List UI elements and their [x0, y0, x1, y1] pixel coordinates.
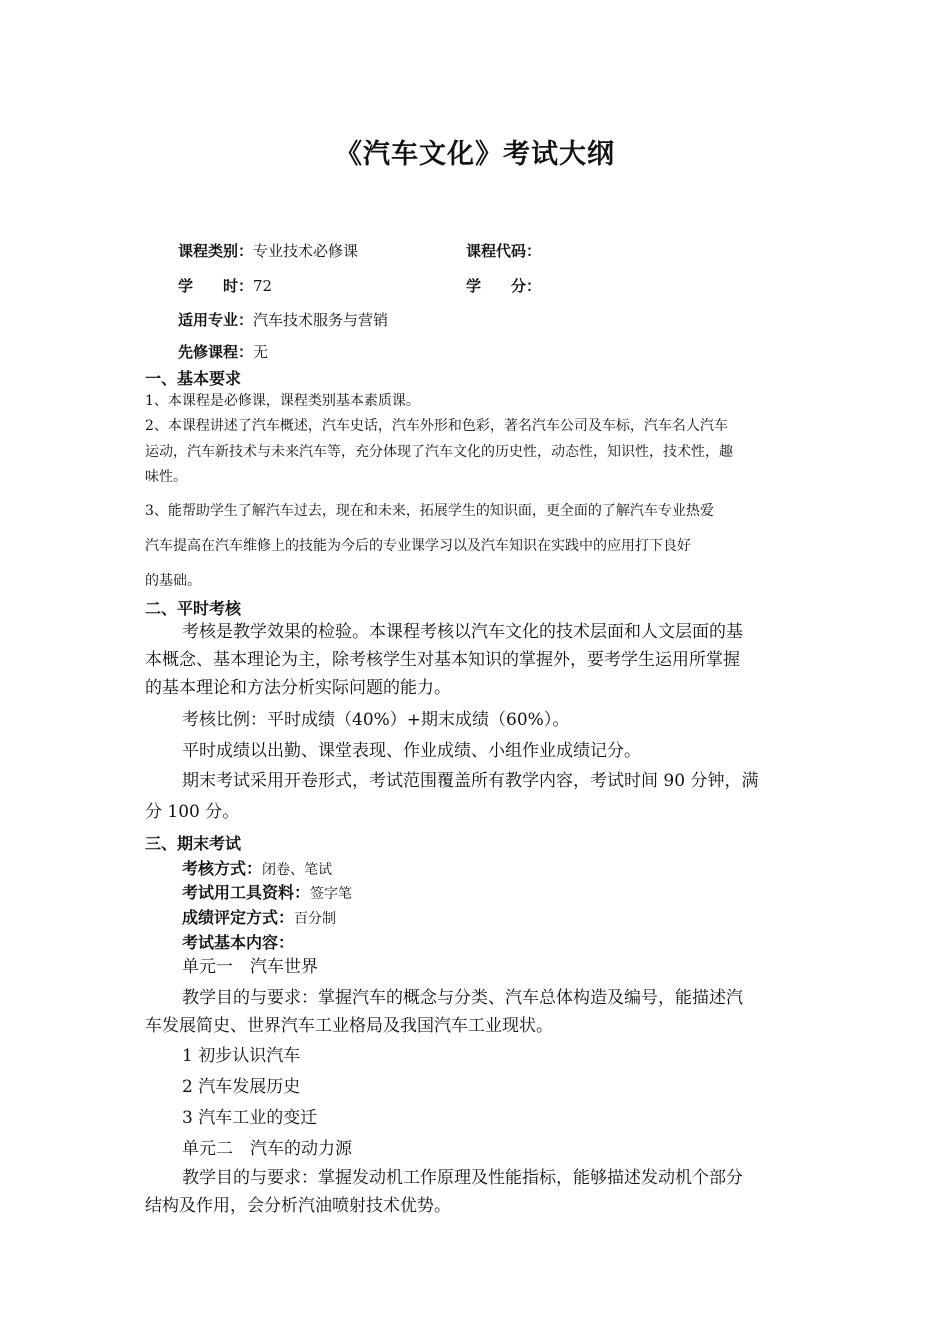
course-prereq-label: 先修课程： [178, 343, 254, 361]
section-heading-final: 三、期末考试 [145, 834, 242, 853]
page-title: 《汽车文化》考试大纲 [335, 139, 615, 170]
course-hours-label: 学 时： [178, 277, 254, 295]
regular-ratio: 考核比例：平时成绩（40%）+期末成绩（60%）。 [182, 710, 570, 730]
course-code-label: 课程代码： [466, 242, 542, 260]
unit1-title: 单元一 汽车世界 [182, 957, 318, 977]
unit2-goal-line1: 教学目的与要求：掌握发动机工作原理及性能指标，能够描述发动机个部分 [182, 1168, 743, 1188]
regular-para1-line1: 考核是教学效果的检验。本课程考核以汽车文化的技术层面和人文层面的基 [182, 622, 743, 642]
final-exam-format-line2: 分 100 分。 [145, 802, 240, 822]
course-major-label: 适用专业： [178, 311, 254, 329]
unit1-goal-line1: 教学目的与要求：掌握汽车的概念与分类、汽车总体构造及编号，能描述汽 [182, 988, 743, 1008]
course-code [466, 240, 541, 261]
basic-req-1: 1、本课程是必修课，课程类别基本素质课。 [145, 393, 420, 409]
exam-tools-value: 签字笔 [310, 886, 353, 902]
section-heading-regular: 二、平时考核 [145, 599, 242, 618]
exam-tools-label: 考试用工具资料： [182, 883, 311, 902]
basic-req-2-line3: 味性。 [145, 469, 187, 485]
exam-grading-value: 百分制 [294, 911, 337, 927]
exam-grading-label: 成绩评定方式： [182, 908, 295, 927]
unit1-goal-line2: 车发展简史、世界汽车工业格局及我国汽车工业现状。 [145, 1016, 553, 1036]
basic-req-2-line2: 运动，汽车新技术与未来汽车等，充分体现了汽车文化的历史性，动态性，知识性，技术性，趣 [145, 444, 733, 460]
unit2-title: 单元二 汽车的动力源 [182, 1139, 352, 1159]
exam-method-value: 闭卷、笔试 [262, 862, 333, 878]
basic-req-2-line1: 2、本课程讲述了汽车概述，汽车史话，汽车外形和色彩，著名汽车公司及车标，汽车名人汽车 [145, 418, 728, 434]
exam-tools [182, 880, 352, 903]
course-credit [466, 275, 541, 296]
course-hours [178, 275, 272, 296]
basic-req-3-line3: 的基础。 [145, 573, 201, 589]
basic-req-3-line2: 汽车提高在汽车维修上的技能为今后的专业课学习以及汽车知识在实践中的应用打下良好 [145, 538, 691, 554]
unit2-goal-line2: 结构及作用，会分析汽油喷射技术优势。 [145, 1196, 451, 1216]
course-prereq [178, 341, 268, 362]
unit1-item: 3 汽车工业的变迁 [182, 1108, 318, 1128]
exam-grading [182, 905, 336, 928]
final-exam-format-line1: 期末考试采用开卷形式，考试范围覆盖所有教学内容，考试时间 90 分钟，满 [182, 771, 759, 791]
regular-para1-line3: 的基本理论和方法分析实际问题的能力。 [145, 678, 451, 698]
course-credit-label: 学 分： [466, 277, 542, 295]
section-heading-basic: 一、基本要求 [145, 369, 242, 388]
unit1-item: 1 初步认识汽车 [182, 1046, 301, 1066]
course-category-value: 专业技术必修课 [253, 242, 359, 260]
course-major [178, 309, 388, 330]
course-category [178, 240, 358, 261]
course-prereq-value: 无 [253, 343, 269, 361]
exam-content-label: 考试基本内容： [182, 933, 295, 952]
exam-method-label: 考核方式： [182, 859, 263, 878]
course-major-value: 汽车技术服务与营销 [253, 311, 389, 329]
regular-score-basis: 平时成绩以出勤、课堂表现、作业成绩、小组作业成绩记分。 [182, 741, 641, 761]
course-category-label: 课程类别： [178, 242, 254, 260]
course-hours-value: 72 [253, 277, 273, 295]
regular-para1-line2: 本概念、基本理论为主，除考核学生对基本知识的掌握外，要考学生运用所掌握 [145, 650, 740, 670]
unit1-item: 2 汽车发展历史 [182, 1077, 301, 1097]
basic-req-3-line1: 3、能帮助学生了解汽车过去，现在和未来，拓展学生的知识面，更全面的了解汽车专业热爱 [145, 503, 714, 519]
exam-method [182, 856, 332, 879]
